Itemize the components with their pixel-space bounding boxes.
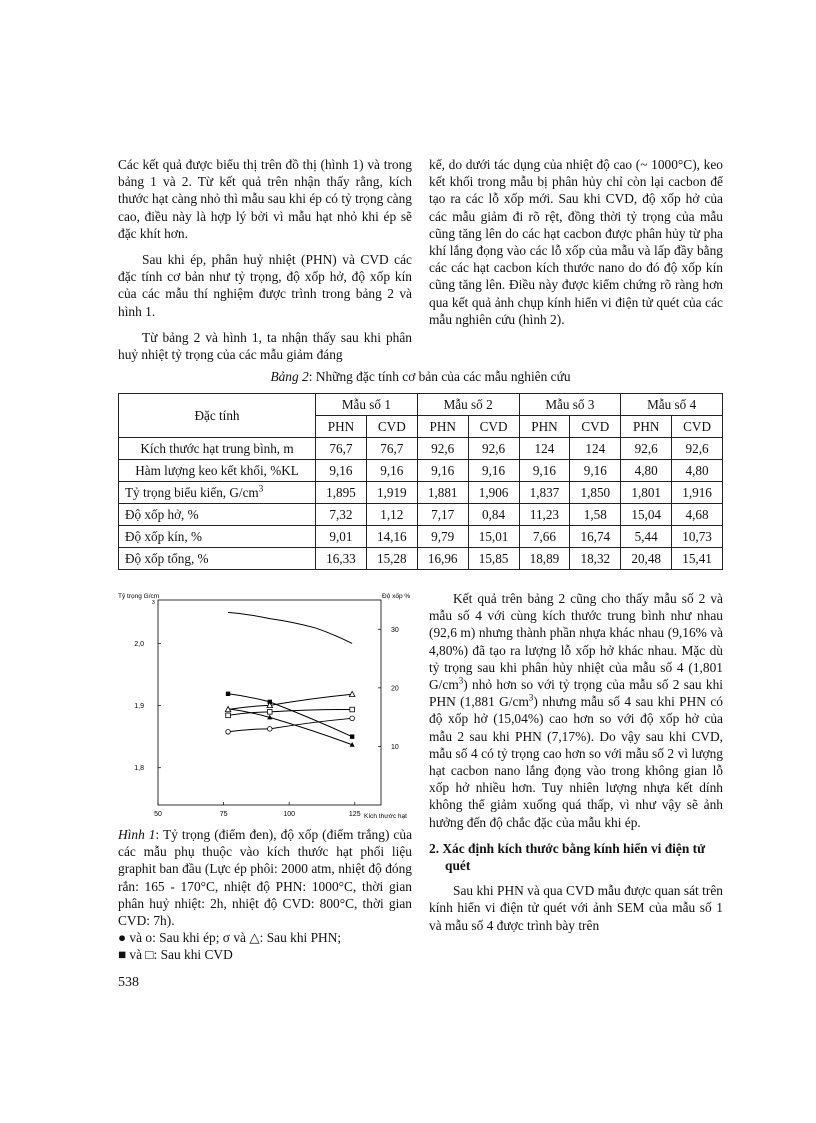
subheader: PHN (519, 416, 570, 438)
table-row (119, 548, 723, 570)
cell: 1,916 (672, 482, 723, 504)
cell: 92,6 (417, 438, 468, 460)
data-point (350, 716, 355, 721)
subheader: PHN (417, 416, 468, 438)
cell: 15,04 (621, 504, 672, 526)
cell: 1,850 (570, 482, 621, 504)
density-porosity-chart (110, 588, 420, 826)
cell: 15,41 (672, 548, 723, 570)
cell: 124 (519, 438, 570, 460)
cell: 7,66 (519, 526, 570, 548)
subheader: CVD (468, 416, 519, 438)
data-point (226, 692, 230, 696)
cell: 0,84 (468, 504, 519, 526)
cell: 1,837 (519, 482, 570, 504)
row-label: Độ xốp kín, % (119, 526, 316, 548)
cell: 1,919 (366, 482, 417, 504)
cell: 16,96 (417, 548, 468, 570)
cell: 1,906 (468, 482, 519, 504)
table-header-row (119, 394, 723, 416)
cell: 9,16 (316, 460, 367, 482)
cell: 9,16 (417, 460, 468, 482)
properties-table (118, 393, 723, 570)
superscript: 3 (458, 675, 464, 686)
series-line (228, 709, 352, 715)
y-left-tick-label: 2,0 (134, 640, 144, 648)
y-right-tick-label: 30 (391, 626, 399, 634)
x-axis-label: Kích thước hạt (364, 813, 407, 820)
paragraph: Từ bảng 2 và hình 1, ta nhận thấy sau khi phân huỷ nhiệt tỷ trọng của các mẫu giảm đáng (118, 329, 412, 363)
cell: 4,80 (672, 460, 723, 482)
row-label: Hàm lượng keo kết khối, %KL (119, 460, 316, 482)
cell: 15,01 (468, 526, 519, 548)
table-row (119, 482, 723, 504)
subheader: PHN (316, 416, 367, 438)
cell: 92,6 (672, 438, 723, 460)
table-row (119, 526, 723, 548)
cell: 92,6 (468, 438, 519, 460)
text-run: ) nhưng mẫu số 4 sau khi PHN có độ xốp hở (15,04%) cao hơn so với độ xốp hở của mẫu 2 sau khi PHN (7,17%). Do vậy sau khi CVD, mẫu số 4 có tỷ trọng cao hơn so với mẫu số 2 vì lượng hạt cacbon nano lắng đọng vào trong không gian lỗ xốp hở nhiều hơn. Tuy nhiên lượng nhựa kết dính không thể giảm xuống quá thấp, vì như vậy sẽ ảnh hưởng đến độ chắc đặc của mẫu khi ép. (429, 694, 723, 830)
subheader: CVD (570, 416, 621, 438)
cell: 1,895 (316, 482, 367, 504)
header-sample: Mẫu số 1 (316, 394, 418, 416)
cell: 124 (570, 438, 621, 460)
paragraph: kể, do dưới tác dụng của nhiệt độ cao (~ 1000°C), keo kết khối trong mẫu bị phân hủy chỉ còn lại cacbon để tạo ra các lỗ xốp mới. Sau khi CVD, độ xốp hở của các mẫu giảm đi rõ rệt, đồng thời tỷ trọng của mẫu cũng tăng lên do các hạt cacbon được phân hủy từ pha khí lắng đọng vào các lỗ xốp của mẫu và lấp đầy bằng các các hạt cacbon kích thước nano do đó độ xốp kín cũng tăng lên. Điều này được kiểm chứng rõ ràng hơn qua kết quả ảnh chụp kính hiển vi điện tử quét của các mẫu nghiên cứu (hình 2). (429, 157, 723, 327)
cell: 20,48 (621, 548, 672, 570)
cell: 1,801 (621, 482, 672, 504)
paragraph: Các kết quả được biểu thị trên đồ thị (hình 1) và trong bảng 1 và 2. Từ kết quả trên nhận thấy rằng, kích thước hạt càng nhỏ thì mẫu sau khi ép có tỷ trọng càng cao, điều này là hợp lý bởi vì mẫu hạt nhỏ khi ép sẽ đặc khít hơn. (118, 157, 412, 241)
cell: 18,32 (570, 548, 621, 570)
cell: 9,01 (316, 526, 367, 548)
text-run: Kết quả trên bảng 2 cũng cho thấy mẫu số 2 và mẫu số 4 với cùng kích thước trung bình như nhau (92,6 m) nhưng thành phần nhựa khác nhau (9,16% và 4,80%) đã tạo ra lượng lỗ xốp hở khác nhau. Mặc dù tỷ trọng sau khi phân hủy nhiệt của mẫu số 4 (1,801 G/cm (429, 591, 723, 693)
data-point (226, 713, 231, 718)
cell: 11,23 (519, 504, 570, 526)
subheader: CVD (366, 416, 417, 438)
header-sample: Mẫu số 2 (417, 394, 519, 416)
right-column (429, 156, 723, 337)
row-label-text: Tỷ trọng biểu kiến, G/cm (125, 484, 259, 500)
cell: 1,58 (570, 504, 621, 526)
header-sample: Mẫu số 3 (519, 394, 621, 416)
x-tick-label: 75 (219, 811, 228, 818)
table-caption (118, 369, 723, 385)
data-point (350, 734, 354, 738)
data-point (226, 729, 231, 734)
table-row (119, 438, 723, 460)
left-column (118, 156, 412, 372)
series-line (228, 709, 352, 745)
cell: 4,80 (621, 460, 672, 482)
y-right-tick-label: 10 (391, 743, 399, 751)
cell: 76,7 (316, 438, 367, 460)
header-property: Đặc tính (119, 394, 316, 438)
figure-caption (118, 826, 412, 964)
series-line (228, 718, 352, 731)
cell: 18,89 (519, 548, 570, 570)
legend-line: ● và o: Sau khi ép; σ và △: Sau khi PHN; (118, 930, 342, 946)
paragraph: Sau khi ép, phân huỷ nhiệt (PHN) và CVD các đặc tính cơ bản như tỷ trọng, độ xốp hở, độ xốp kín của các mẫu thí nghiệm được trình trong bảng 2 và hình 1. (118, 252, 412, 319)
series-group (225, 612, 355, 746)
table-caption-label: Bảng 2 (270, 369, 309, 384)
paragraph: Sau khi PHN và qua CVD mẫu được quan sát trên kính hiển vi điện tử quét với ảnh SEM của mẫu số 1 và mẫu số 4 được trình bày trên (429, 883, 723, 933)
cell: 9,79 (417, 526, 468, 548)
text-run: ) nhỏ hơn so với tỷ trọng của mẫu số 2 sau khi PHN (1,881 G/cm (429, 677, 723, 710)
data-point (267, 727, 272, 732)
superscript: 3 (528, 692, 534, 703)
row-label: Kích thước hạt trung bình, m (119, 438, 316, 460)
cell: 92,6 (621, 438, 672, 460)
row-label: Độ xốp hở, % (119, 504, 316, 526)
row-label (119, 482, 316, 504)
cell: 7,17 (417, 504, 468, 526)
table-caption-text: : Những đặc tính cơ bản của các mẫu nghiên cứu (308, 369, 571, 384)
y-left-tick-label: 1,8 (134, 765, 144, 773)
figure-caption-text (118, 826, 412, 929)
cell: 14,16 (366, 526, 417, 548)
data-point (350, 707, 355, 712)
cell: 4,68 (672, 504, 723, 526)
page-number: 538 (118, 975, 139, 990)
table-row (119, 504, 723, 526)
cell: 9,16 (519, 460, 570, 482)
legend-line: ■ và □: Sau khi CVD (118, 947, 233, 963)
cell: 10,73 (672, 526, 723, 548)
row-label: Độ xốp tổng, % (119, 548, 316, 570)
y-right-tick-label: 20 (391, 685, 399, 693)
cell: 76,7 (366, 438, 417, 460)
cell: 1,881 (417, 482, 468, 504)
superscript: 3 (258, 483, 264, 494)
subheader: PHN (621, 416, 672, 438)
y-left-label: Tỷ trọng G/cm (118, 593, 160, 600)
cell: 15,85 (468, 548, 519, 570)
cell: 9,16 (366, 460, 417, 482)
x-tick-label: 50 (154, 811, 162, 818)
y-left-label-sup: 3 (152, 600, 155, 606)
x-tick-label: 100 (283, 811, 296, 818)
subheader: CVD (672, 416, 723, 438)
cell: 9,16 (468, 460, 519, 482)
cell: 15,28 (366, 548, 417, 570)
figure-caption-label: Hình 1 (118, 827, 156, 842)
cell: 1,12 (366, 504, 417, 526)
y-left-tick-label: 1,9 (134, 703, 144, 711)
data-point (267, 710, 272, 715)
series-line (228, 612, 352, 643)
x-tick-label: 125 (348, 811, 361, 818)
cell: 7,32 (316, 504, 367, 526)
data-point (349, 691, 355, 696)
paragraph (429, 590, 723, 831)
table-row (119, 460, 723, 482)
cell: 16,33 (316, 548, 367, 570)
cell: 9,16 (570, 460, 621, 482)
ticks-group (134, 627, 399, 818)
header-sample: Mẫu số 4 (621, 394, 723, 416)
figure-caption-body: : Tỷ trọng (điểm đen), độ xốp (điểm trắng) của các mẫu phụ thuộc vào kích thước hạt phối liệu graphit ban đầu (Lực ép phôi: 2000 atm, nhiệt độ đóng rắn: 165 - 170°C, nhiệt độ PHN: 1000°C, thời gian phân huỷ nhiệt: 2h, nhiệt độ CVD: 800°C, thời gian CVD: 7h). (118, 827, 413, 929)
cell: 5,44 (621, 526, 672, 548)
y-right-label: Độ xốp % (382, 593, 411, 600)
right-column-lower (429, 590, 723, 943)
section-heading: 2. Xác định kích thước bằng kính hiển vi điện tử quét (429, 840, 706, 874)
cell: 16,74 (570, 526, 621, 548)
